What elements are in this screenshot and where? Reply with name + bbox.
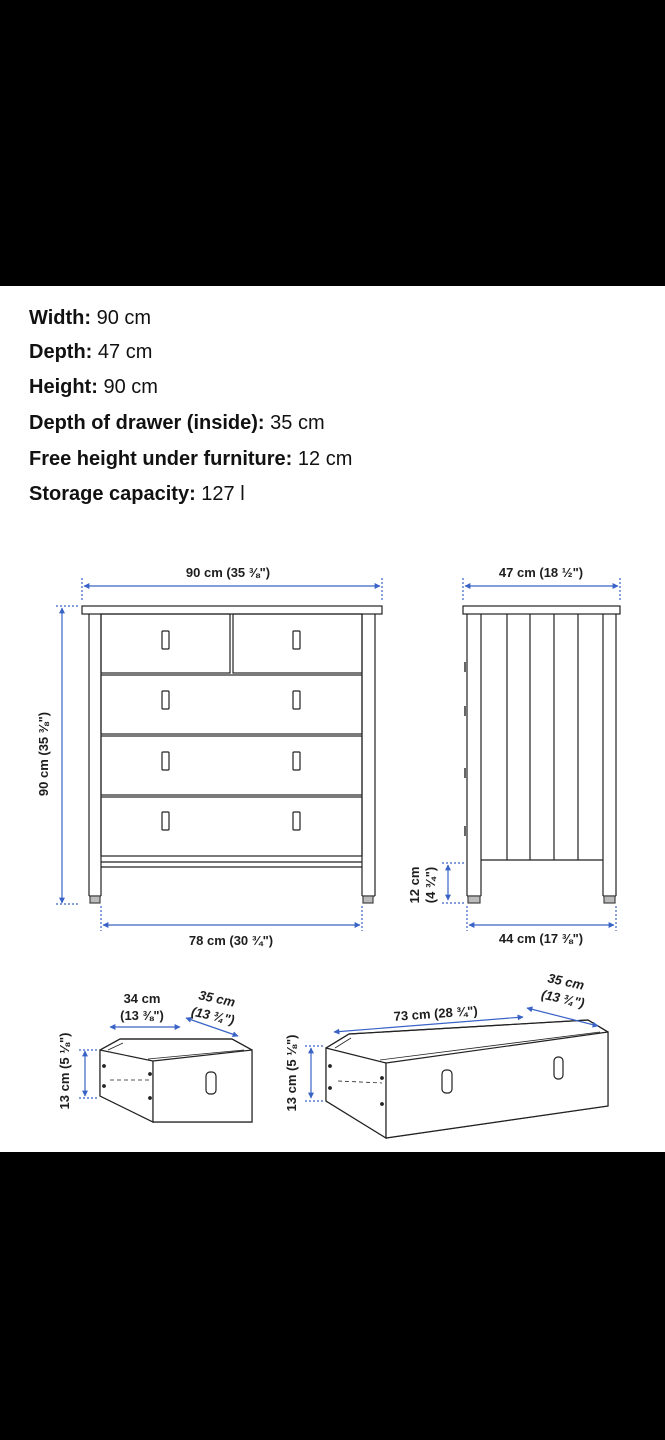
small-drawer xyxy=(100,1039,252,1122)
spec-label: Height: xyxy=(29,376,98,398)
spec-value: 12 cm xyxy=(297,448,353,470)
front-height-label: 90 cm (35 ⅜") xyxy=(36,711,51,797)
side-free-height-cm-label: 12 cm xyxy=(407,866,422,904)
spec-label: Depth of drawer (inside): xyxy=(29,412,265,434)
spec-value: 90 cm xyxy=(96,307,152,329)
large-drawer xyxy=(326,1020,608,1138)
spec-label: Width: xyxy=(29,307,92,329)
product-dimensions-panel xyxy=(0,286,665,1152)
side-inner-depth-label: 44 cm (17 ⅜") xyxy=(498,931,584,946)
large-drawer-width-label: 73 cm (28 ¾") xyxy=(393,1003,479,1024)
spec-label: Storage capacity: xyxy=(29,483,196,505)
side-view xyxy=(463,606,620,903)
spec-value: 90 cm xyxy=(103,376,158,398)
front-dimension-lines xyxy=(56,578,382,931)
small-drawer-width-in-label: (13 ⅜") xyxy=(120,1008,164,1023)
large-drawer-depth-in-label: (13 ¾") xyxy=(539,986,586,1011)
side-depth-label: 47 cm (18 ½") xyxy=(498,565,584,580)
side-free-height-in-label: (4 ¾") xyxy=(423,866,438,904)
dimension-drawing xyxy=(0,286,665,1152)
small-drawer-width-cm-label: 34 cm xyxy=(123,991,161,1006)
spec-value: 47 cm xyxy=(97,341,153,363)
spec-value: 127 l xyxy=(201,483,245,505)
large-drawer-height-label: 13 cm (5 ⅛") xyxy=(284,1034,299,1112)
front-view xyxy=(82,606,382,903)
small-drawer-depth-in-label: (13 ¾") xyxy=(189,1003,236,1028)
small-drawer-depth-cm-label: 35 cm xyxy=(197,987,237,1010)
side-dimension-lines xyxy=(442,578,620,931)
spec-value: 35 cm xyxy=(270,412,325,434)
spec-label: Free height under furniture: xyxy=(29,448,293,470)
large-drawer-depth-cm-label: 35 cm xyxy=(546,970,586,993)
spec-label: Depth: xyxy=(29,341,93,363)
small-drawer-height-label: 13 cm (5 ⅛") xyxy=(57,1032,72,1110)
front-inner-width-label: 78 cm (30 ¾") xyxy=(188,933,274,948)
front-width-label: 90 cm (35 ⅜") xyxy=(185,565,271,580)
